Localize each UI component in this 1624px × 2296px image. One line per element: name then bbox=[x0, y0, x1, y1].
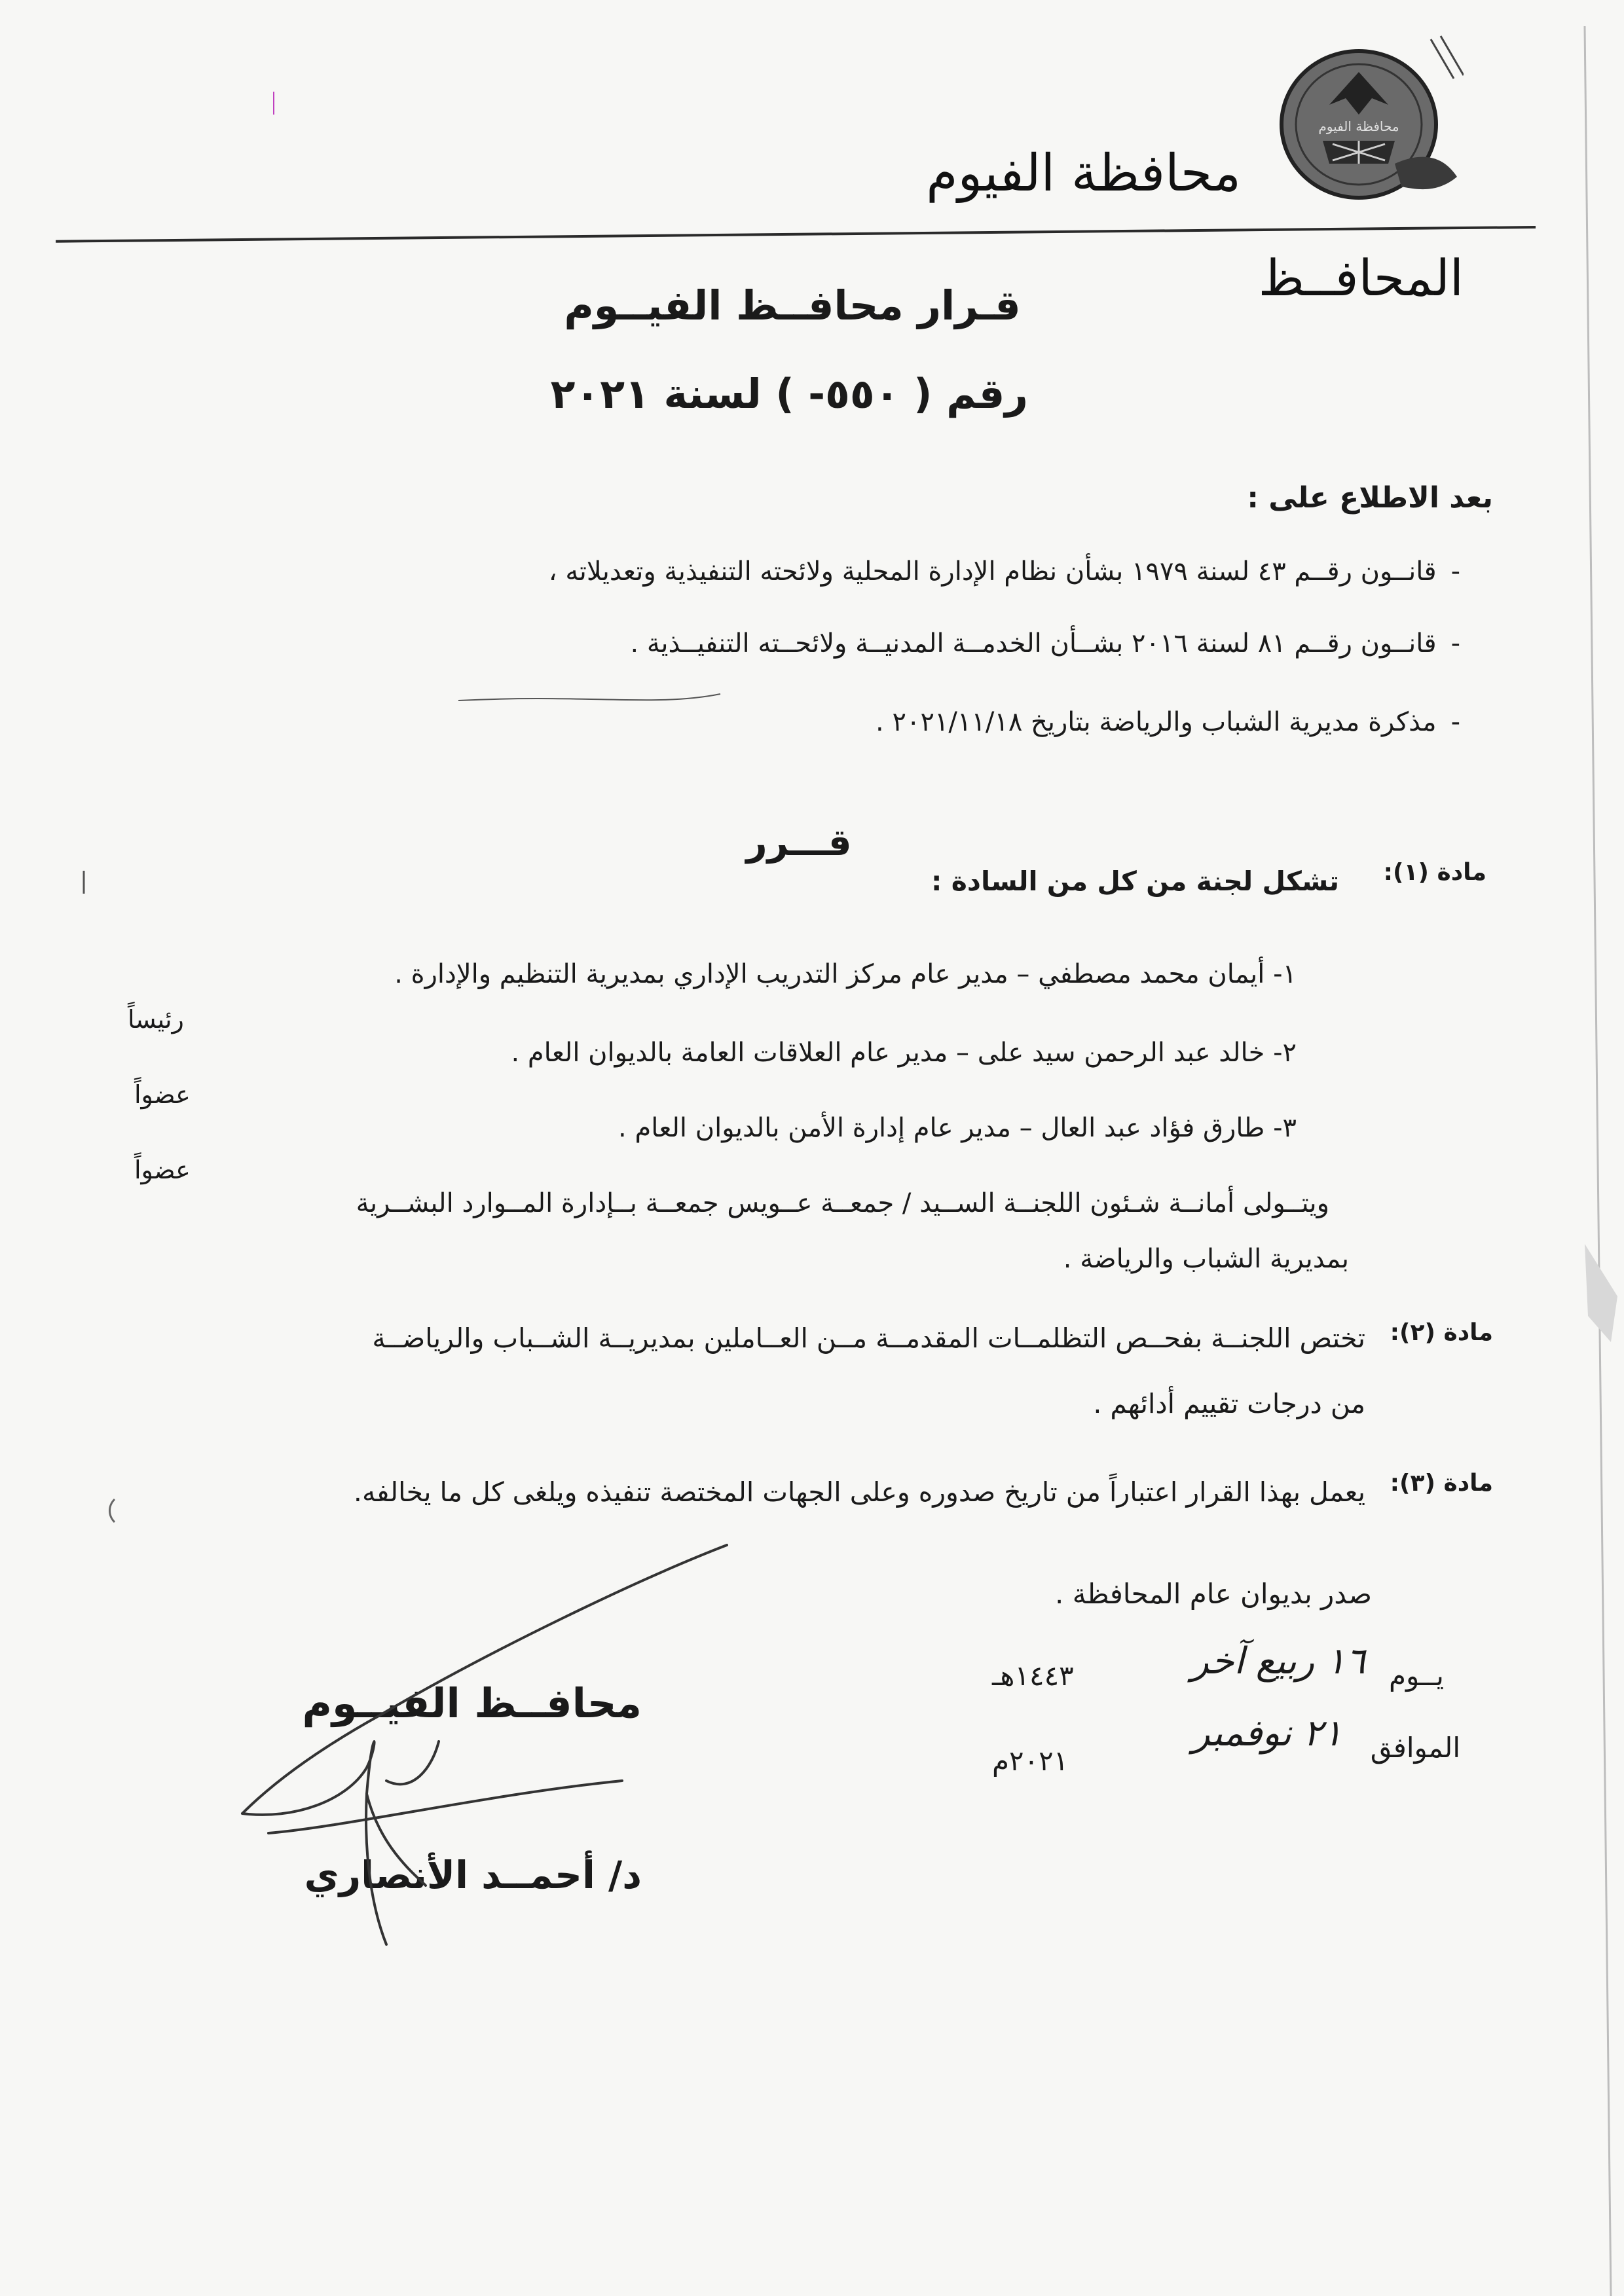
committee-member: ٣- طارق فؤاد عبد العال – مدير عام إدارة الأمن بالديوان العام . bbox=[618, 1113, 1297, 1143]
gregorian-date-handwritten: ٢١ نوفمبر bbox=[1192, 1712, 1342, 1755]
article-2-label: مادة (٢): bbox=[1390, 1319, 1493, 1346]
preamble-item: -قانــون رقــم ٨١ لسنة ٢٠١٦ بشــأن الخدمــة المدنيــة ولائحــته التنفيــذية . bbox=[630, 629, 1460, 659]
handwritten-signature bbox=[216, 1519, 792, 1951]
member-role: عضواً bbox=[134, 1080, 191, 1109]
header-divider bbox=[56, 226, 1536, 243]
preamble-item: -مذكرة مديرية الشباب والرياضة بتاريخ ٢٠٢١/١١/١٨ . bbox=[876, 707, 1460, 737]
article-1-intro: تشكل لجنة من كل من السادة : bbox=[931, 866, 1339, 897]
committee-member: ١- أيمان محمد مصطفي – مدير عام مركز التدريب الإداري بمديرية التنظيم والإدارة . bbox=[394, 959, 1297, 989]
seal-text: محافظة الفيوم bbox=[1318, 118, 1399, 134]
committee-member: ٢- خالد عبد الرحمن سيد على – مدير عام العلاقات العامة بالديوان العام . bbox=[511, 1038, 1297, 1068]
hijri-year: ١٤٤٣هـ bbox=[992, 1660, 1074, 1692]
member-role: رئيساً bbox=[128, 1005, 184, 1034]
governorate-name: محافظة الفيوم bbox=[926, 144, 1241, 203]
article-2-text: تختص اللجنــة بفحــص التظلمــات المقدمــة مــن العــاملين بمديريــة الشــباب والرياضــة bbox=[372, 1322, 1365, 1354]
decree-number: رقم ( ٥٥٠- ) لسنة ٢٠٢١ bbox=[550, 370, 1028, 418]
member-role: عضواً bbox=[134, 1156, 191, 1184]
office-label: المحافــظ bbox=[1258, 249, 1464, 307]
preamble-heading: بعد الاطلاع على : bbox=[1247, 481, 1493, 515]
governorate-seal-icon bbox=[1267, 26, 1464, 210]
article-3-text: يعمل بهذا القرار اعتباراً من تاريخ صدوره وعلى الجهات المختصة تنفيذه ويلغى كل ما يخالفه. bbox=[353, 1476, 1365, 1508]
gregorian-label: الموافق bbox=[1370, 1732, 1460, 1764]
gregorian-year: ٢٠٢١م bbox=[992, 1745, 1069, 1777]
decree-title: قـرار محافــظ الفيــوم bbox=[564, 282, 1021, 329]
signer-title: محافــظ الفيــوم bbox=[302, 1679, 642, 1727]
article-1-secretariat: ويتــولى أمانــة شـئون اللجنــة الســيد / جمعــة عــويس جمعــة بــإدارة المــوارد البشــرية bbox=[356, 1188, 1329, 1218]
article-3-label: مادة (٣): bbox=[1390, 1470, 1493, 1497]
article-2-text: من درجات تقييم أدائهم . bbox=[1093, 1388, 1365, 1419]
decision-heading: قـــرر bbox=[746, 822, 852, 864]
issuance-place: صدر بديوان عام المحافظة . bbox=[1055, 1578, 1372, 1610]
hijri-date-handwritten: ١٦ ربيع آخر bbox=[1190, 1640, 1365, 1683]
article-1-secretariat: بمديرية الشباب والرياضة . bbox=[1063, 1244, 1349, 1274]
article-1-label: مادة (١): bbox=[1383, 859, 1486, 886]
preamble-item: -قانــون رقــم ٤٣ لسنة ١٩٧٩ بشأن نظام الإدارة المحلية ولائحته التنفيذية وتعديلاته ، bbox=[548, 556, 1460, 587]
signer-name: د/ أحمــد الأنصاري bbox=[304, 1853, 642, 1897]
hijri-day-label: يــوم bbox=[1389, 1660, 1444, 1692]
